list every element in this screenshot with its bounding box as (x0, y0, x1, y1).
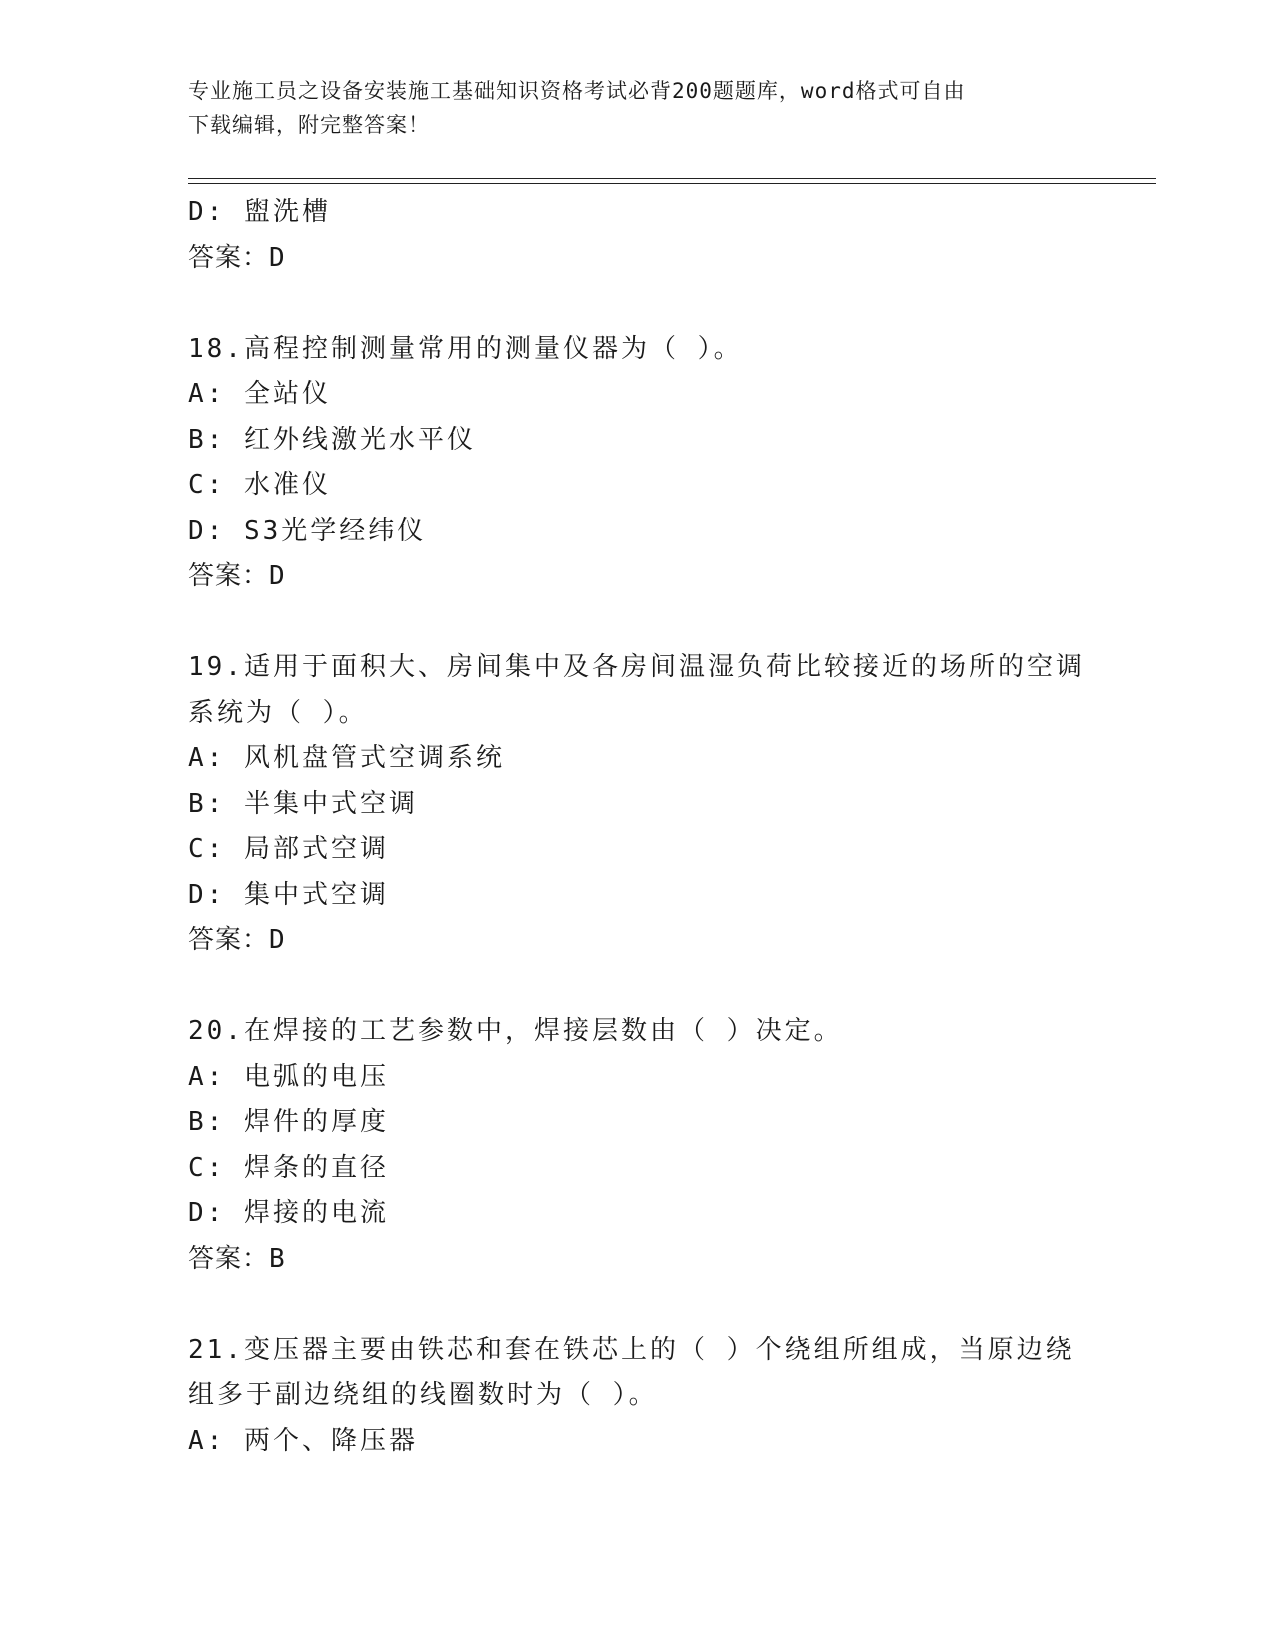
question-18 (188, 327, 1088, 600)
option-b: B: 焊件的厚度 (188, 1107, 389, 1137)
spacer (188, 281, 1088, 327)
question-19 (188, 645, 1088, 964)
option-c: C: 局部式空调 (188, 834, 389, 864)
option-a: A: 电弧的电压 (188, 1061, 389, 1092)
option-d: D: 焊接的电流 (188, 1198, 389, 1228)
option-a: A: 风机盘管式空调系统 (188, 743, 505, 773)
header-rule-top (188, 178, 1156, 179)
spacer (188, 600, 1088, 646)
answer: 答案：B (188, 1243, 286, 1274)
document-header (188, 74, 1088, 142)
question-content (188, 190, 1088, 1464)
option-a: A: 全站仪 (188, 379, 331, 409)
option-b: B: 半集中式空调 (188, 788, 418, 819)
fragment-answer: 答案：D (188, 242, 286, 273)
question-stem: 19.适用于面积大、房间集中及各房间温湿负荷比较接近的场所的空调 (188, 652, 1085, 682)
option-d: D: 集中式空调 (188, 879, 389, 910)
answer: 答案：D (188, 561, 286, 591)
spacer (188, 964, 1088, 1010)
answer: 答案：D (188, 925, 286, 955)
question-stem: 20.在焊接的工艺参数中，焊接层数由（ ）决定。 (188, 1016, 843, 1046)
question-20 (188, 1009, 1088, 1282)
header-line-2: 下载编辑，附完整答案！ (188, 113, 430, 137)
header-line-1: 专业施工员之设备安装施工基础知识资格考试必背200题题库，word格式可自由 (188, 79, 966, 103)
question-stem: 21.变压器主要由铁芯和套在铁芯上的（ ）个绕组所组成，当原边绕 (188, 1334, 1075, 1365)
question-stem-cont: 组多于副边绕组的线圈数时为（ ）。 (188, 1380, 658, 1410)
option-c: C: 焊条的直径 (188, 1152, 389, 1183)
option-a: A: 两个、降压器 (188, 1425, 418, 1456)
option-b: B: 红外线激光水平仪 (188, 424, 476, 455)
question-stem-cont: 系统为（ ）。 (188, 697, 368, 728)
question-stem: 18.高程控制测量常用的测量仪器为（ ）。 (188, 333, 743, 364)
option-d: D: S3光学经纬仪 (188, 515, 427, 546)
spacer (188, 1282, 1088, 1328)
fragment-option-d: D: 盥洗槽 (188, 197, 331, 227)
option-c: C: 水准仪 (188, 470, 331, 500)
header-rule-bottom (188, 183, 1156, 184)
question-21 (188, 1328, 1088, 1465)
